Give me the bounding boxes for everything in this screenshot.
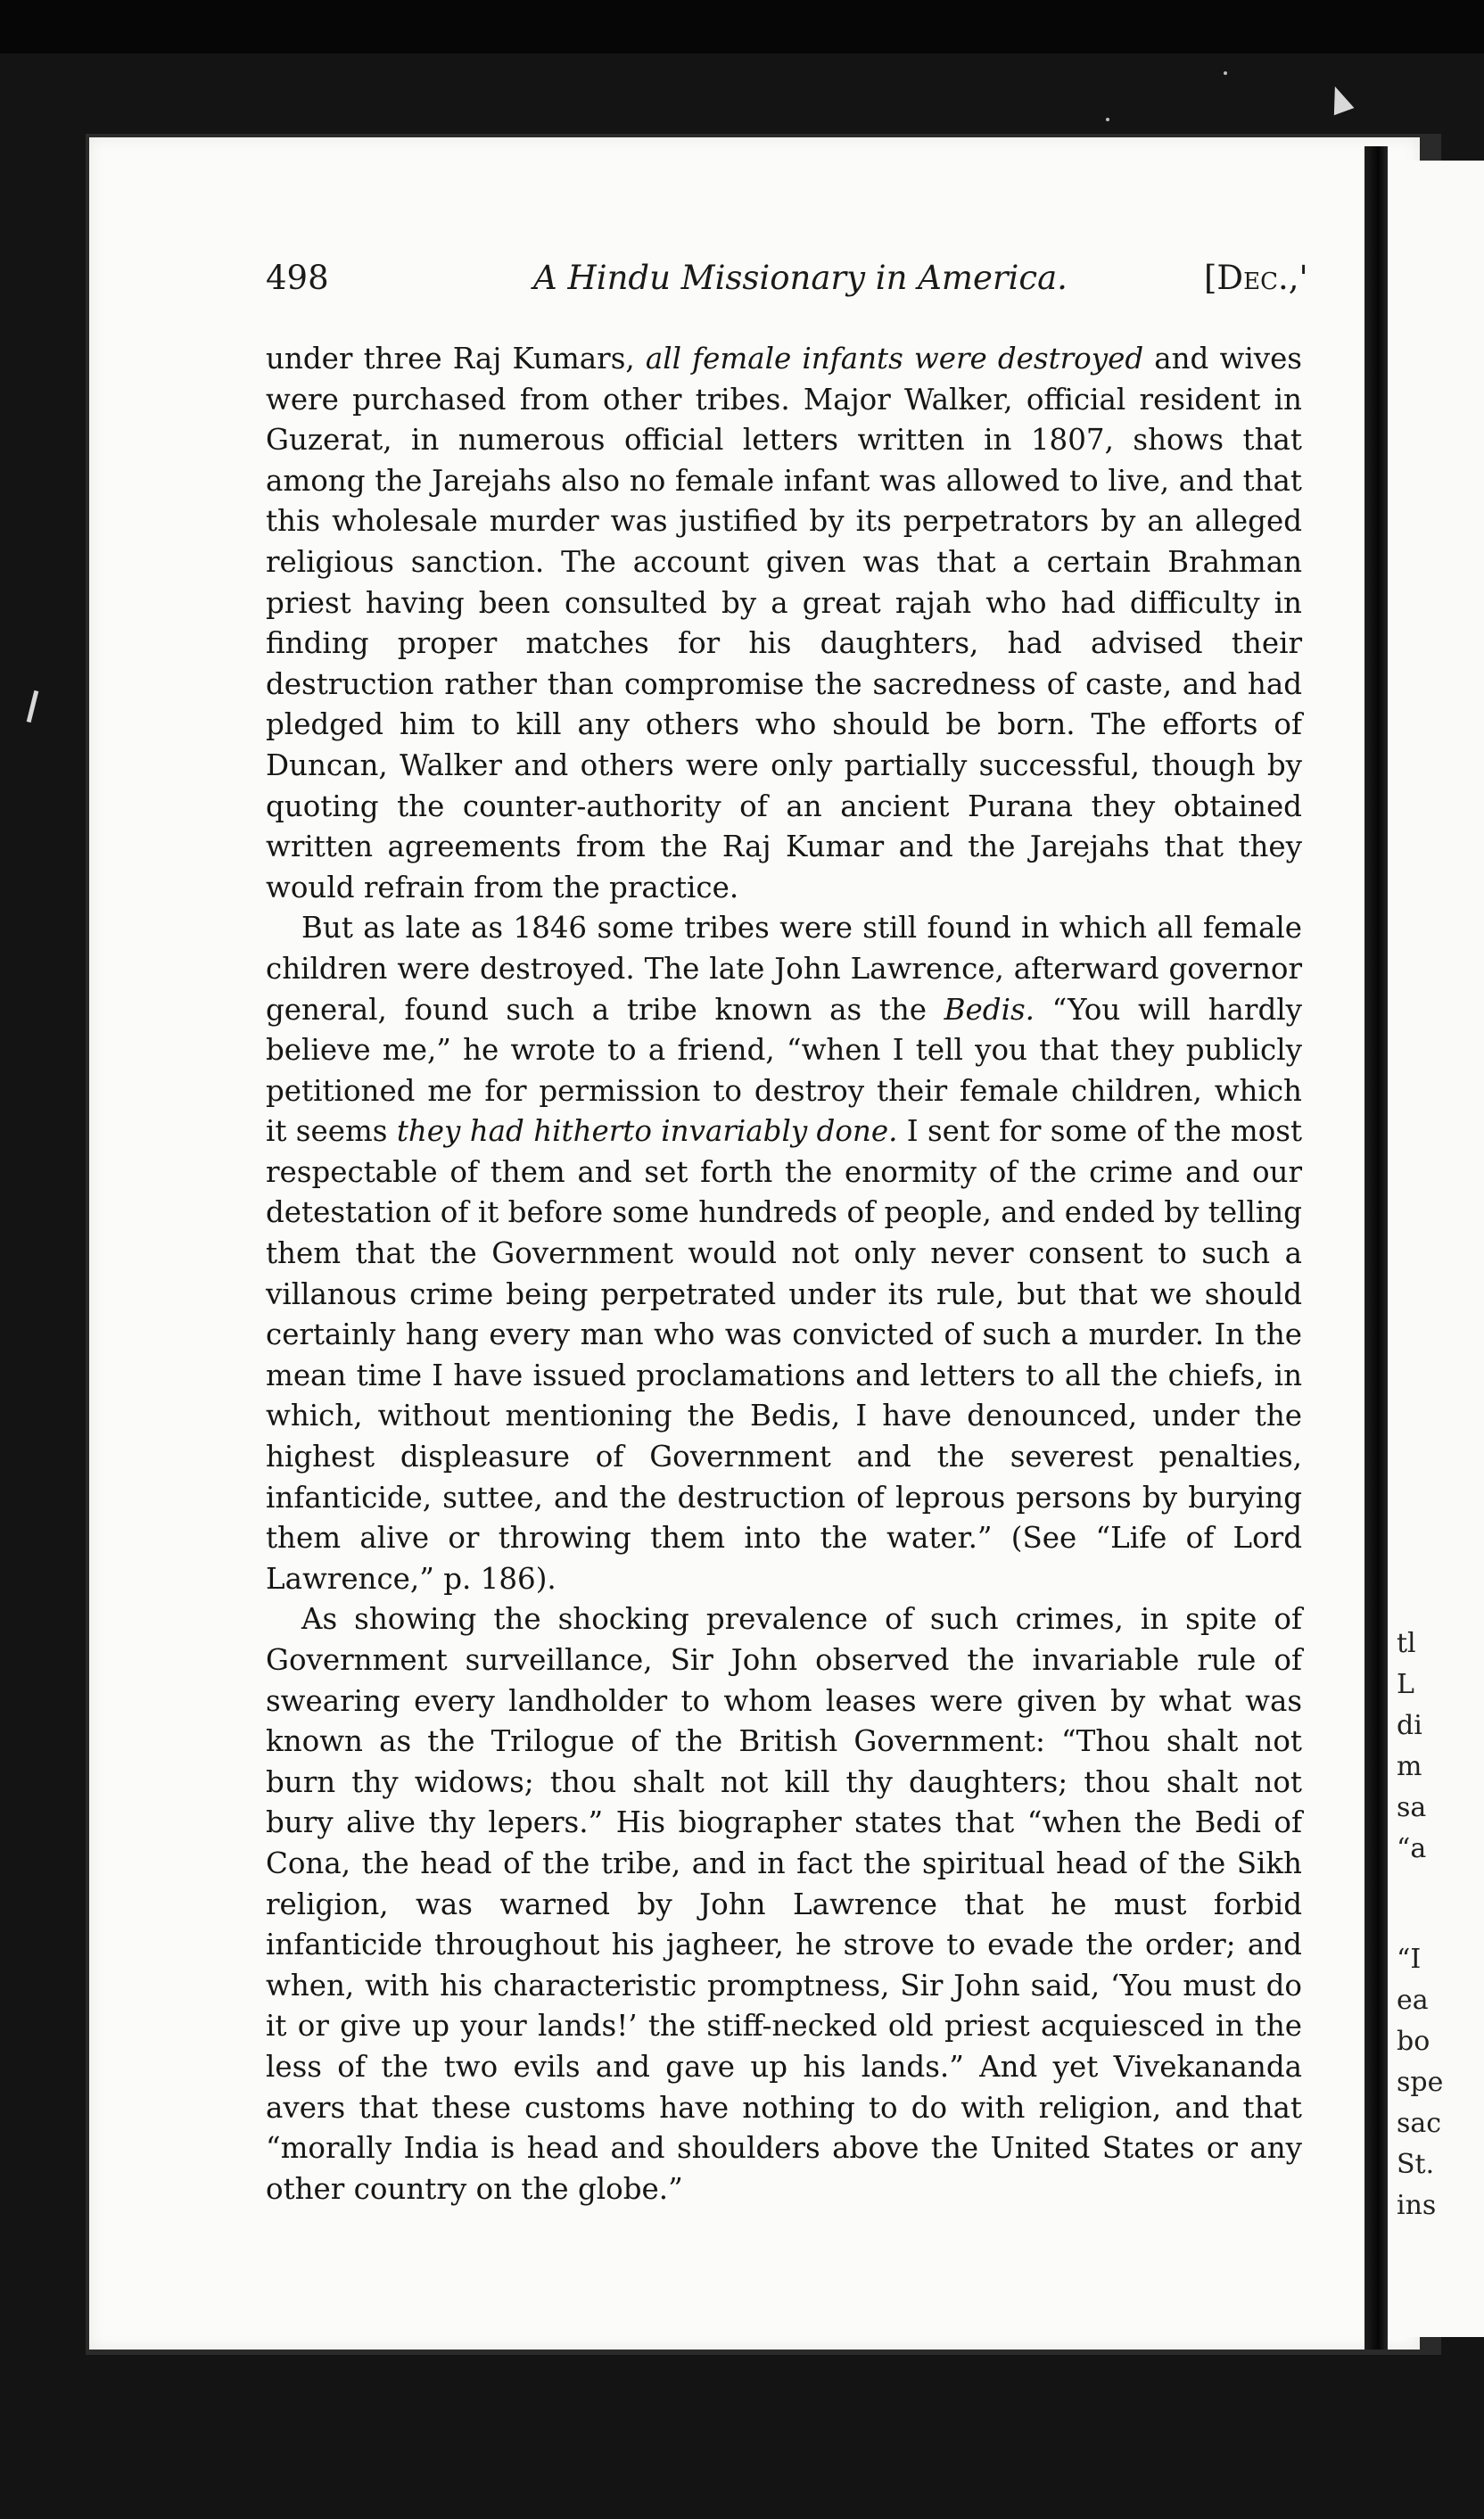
facing-page-fragment: ins — [1397, 2190, 1437, 2221]
paragraph-2 — [266, 908, 1302, 1599]
text-run: “You will hardly believe me,” he wrote to a friend, “when I tell you that they publicly petitioned me for permission to destroy their female children, which it seems — [266, 992, 1302, 1149]
italic-emphasis: Bedis. — [944, 992, 1035, 1027]
scanner-top-band — [0, 0, 1484, 54]
paragraph-1 — [266, 339, 1302, 908]
text-run: under three Raj Kumars, — [266, 342, 646, 376]
page-header — [266, 259, 1347, 303]
text-run: and wives were purchased from other tribes. Major Walker, official resident in Guzerat, in numerous official letters written in 1807, shows that among the Jarejahs also no female infant was allowed to live, and that this wholesale murder was justified by its perpetrators by an alleged religious sanction. The account given was that a certain Brahman priest having been consulted by a great rajah who had difficulty in finding proper matches for his daughters, had advised their destruction rather than compromise the sacredness of caste, and had pledged him to kill any others who should be born. The efforts of Duncan, Walker and others were only partially successful, though by quoting the counter-authority of an ancient Purana they obtained written agreements from the Raj Kumar and the Jarejahs that they would refrain from the practice. — [266, 342, 1302, 904]
text-run: But as late as 1846 some tribes were still found in which all female children were destroyed. The late John Lawrence, afterward governor general, found such a tribe known as the — [266, 911, 1302, 1027]
page-number: 498 — [266, 259, 329, 297]
facing-page-fragment: St. — [1397, 2149, 1435, 2180]
facing-page-fragment: sac — [1397, 2108, 1442, 2139]
facing-page-fragment: “I — [1397, 1944, 1422, 1975]
facing-page-fragment: tl — [1397, 1628, 1416, 1659]
facing-page-edge — [1388, 161, 1484, 2337]
facing-page-fragment: ea — [1397, 1985, 1429, 2016]
italic-emphasis: they had hitherto invariably done. — [396, 1114, 898, 1149]
scan-corner-mark — [1325, 83, 1355, 115]
text-run: I sent for some of the most respectable of them and set forth the enormity of the crime and our detestation of it before some hundreds of people, and ended by telling them that the Government would not only never consent to such a villanous crime being perpetrated under its rule, but that we should certainly hang every man who was convicted of such a murder. In the mean time I have issued proclamations and letters to all the chiefs, in which, without mentioning the Bedis, I have denounced, under the highest displeasure of Government and the severest penalties, infanticide, suttee, and the destruction of leprous persons by burying them alive or throwing them into the water.” (See “Life of Lord Lawrence,” p. 186). — [266, 1114, 1303, 1596]
paragraph-3 — [266, 1599, 1302, 2209]
running-title: A Hindu Missionary in America. — [533, 259, 1068, 297]
italic-emphasis: all female infants were destroyed — [645, 342, 1144, 376]
facing-page-fragment: spe — [1397, 2067, 1444, 2098]
dust-speck — [1224, 71, 1227, 75]
facing-page-fragment: bo — [1397, 2026, 1430, 2057]
running-head-date: [Dec.,' — [1204, 259, 1308, 297]
facing-page-fragment: L — [1397, 1669, 1414, 1700]
text-run: As showing the shocking prevalence of such crimes, in spite of Government surveillance, Sir John observed the invariable rule of swearing every landholder to whom leases were given by what was known as the Trilogue of the British Government: “Thou shalt not burn thy widows; thou shalt not kill thy daughters; thou shalt not bury alive thy lepers.” His biographer states that “when the Bedi of Cona, the head of the tribe, and in fact the spiritual head of the Sikh religion, was warned by John Lawrence that he must forbid infanticide throughout his jagheer, he strove to evade the order; and when, with his characteristic promptness, Sir John said, ‘You must do it or give up your lands!’ the stiff-necked old priest acquiesced in the less of the two evils and gave up his lands.” And yet Vivekananda avers that these customs have nothing to do with religion, and that “morally India is head and shoulders above the United States or any other country on the globe.” — [266, 1602, 1302, 2206]
facing-page-fragment: di — [1397, 1710, 1422, 1741]
dust-speck — [1106, 118, 1109, 121]
body-text — [266, 339, 1302, 2209]
margin-pencil-mark — [27, 690, 39, 723]
facing-page-fragment: m — [1397, 1751, 1422, 1782]
facing-page-fragment: “a — [1397, 1833, 1427, 1864]
facing-page-fragment: sa — [1397, 1792, 1427, 1823]
book-binding-gutter — [1364, 146, 1388, 2350]
